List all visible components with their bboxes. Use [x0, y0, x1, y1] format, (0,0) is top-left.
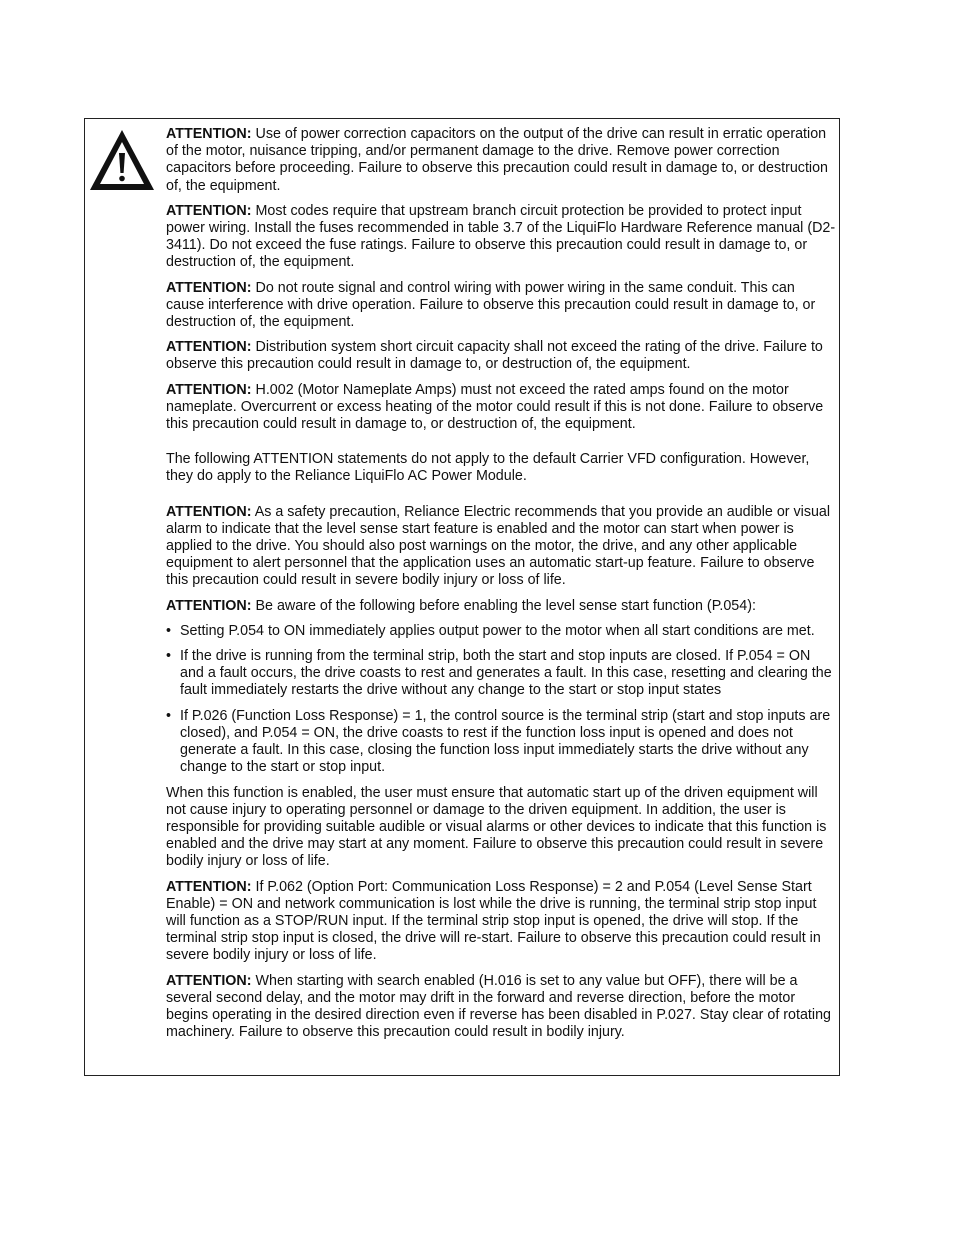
bullet-marker: •: [166, 622, 172, 639]
bullet-text: If the drive is running from the terminal strip, both the start and stop inputs are closed. If P.054 = ON and a fault occurs, the drive coasts to rest and generates a fault. In this case, resetting and clearing the fault immediately restarts the drive without any change to the start or stop input states: [180, 648, 832, 699]
attention-text: As a safety precaution, Reliance Electric recommends that you provide an audible or visual alarm to indicate that the level sense start feature is enabled and the motor can start when power is applied to the drive. You should also post warnings on the motor, the drive, and any other applicable equipment to alert personnel that the application uses an automatic start-up feature. Failure to observe this precaution could result in severe bodily injury or loss of life.: [166, 503, 831, 589]
attention-text: Distribution system short circuit capacity shall not exceed the rating of the drive. Failure to observe this precaution could result in damage to, or destruction of, the equipment.: [166, 339, 823, 373]
attention-label: ATTENTION:: [166, 339, 252, 356]
attention-label: ATTENTION:: [166, 202, 252, 219]
attention-search: [166, 973, 836, 1042]
bullet-marker: •: [166, 648, 172, 665]
attention-text: H.002 (Motor Nameplate Amps) must not exceed the rated amps found on the motor nameplate. Overcurrent or excess heating of the motor could result if this is not done. Failure to observe this precaution could result in damage to, or destruction of, the equipment.: [166, 381, 824, 433]
bullet-item: [166, 648, 836, 700]
bullet-item: [166, 623, 836, 640]
attention-level-sense: [166, 598, 836, 615]
attention-text: Do not route signal and control wiring with power wiring in the same conduit. This can cause interference with drive operation. Failure to observe this precaution could result in damage to, or destruction of, the equipment.: [166, 279, 816, 331]
bullet-marker: •: [166, 707, 172, 724]
exclamation-triangle-icon: [87, 126, 157, 194]
bullet-text: Setting P.054 to ON immediately applies output power to the motor when all start conditions are met.: [180, 622, 815, 639]
attention-content: [166, 126, 836, 1049]
bullet-item: [166, 708, 836, 777]
attention-label: ATTENTION:: [166, 972, 252, 989]
attention-text: If P.062 (Option Port: Communication Loss Response) = 2 and P.054 (Level Sense Start Enable) = ON and network communication is lost while the drive is running, the terminal strip stop input will function as a STOP/RUN input. If the terminal strip stop input is opened, the drive will stop. If the terminal strip stop input is closed, the drive will re-start. Failure to observe this precaution could result in severe bodily injury or loss of life.: [166, 878, 821, 964]
attention-text: Use of power correction capacitors on the output of the drive can result in erratic operation of the motor, nuisance tripping, and/or permanent damage to the drive. Remove power correction capacitors before proceeding. Failure to observe this precaution could result in damage to, or destruction of, the equipment.: [166, 126, 828, 194]
attention-label: ATTENTION:: [166, 126, 252, 142]
attention-label: ATTENTION:: [166, 381, 252, 398]
attention-branch-protection: [166, 203, 836, 272]
attention-label: ATTENTION:: [166, 878, 252, 895]
function-enabled-note: When this function is enabled, the user must ensure that automatic start up of the driven equipment will not cause injury to operating personnel or damage to the driven equipment. In addition, the user is responsible for providing suitable audible or visual alarms or other devices to indicate that this function is enabled and the drive may start at any moment. Failure to observe this precaution could result in severe bodily injury or loss of life.: [166, 784, 827, 870]
attention-capacitors: [166, 126, 836, 195]
attention-short-circuit: [166, 339, 836, 373]
attention-label: ATTENTION:: [166, 503, 252, 520]
attention-label: ATTENTION:: [166, 279, 252, 296]
intro-note: The following ATTENTION statements do not apply to the default Carrier VFD configuration. However, they do apply to the Reliance LiquiFlo AC Power Module.: [166, 451, 810, 485]
attention-text: When starting with search enabled (H.016 is set to any value but OFF), there will be a several second delay, and the motor may drift in the forward and reverse direction, before the motor begins operating in the desired direction even if reverse has been disabled in P.027. Stay clear of rotating machinery. Failure to observe this precaution could result in bodily injury.: [166, 972, 831, 1041]
attention-label: ATTENTION:: [166, 597, 252, 614]
attention-nameplate-amps: [166, 382, 836, 434]
attention-text: Be aware of the following before enabling the level sense start function (P.054):: [255, 597, 756, 614]
attention-wiring: [166, 280, 836, 332]
attention-text: Most codes require that upstream branch circuit protection be provided to protect input power wiring. Install the fuses recommended in table 3.7 of the LiquiFlo Hardware Reference manual (D2-3411). Do not exceed the fuse ratings. Failure to observe this precaution could result in damage to, or destruction of, the equipment.: [166, 202, 836, 271]
attention-comm-loss: [166, 879, 836, 965]
attention-alarm: [166, 504, 836, 590]
bullet-text: If P.026 (Function Loss Response) = 1, the control source is the terminal strip (start and stop inputs are closed), and P.054 = ON, the drive coasts to rest if the function loss input is opened and does not generate a fault. In this case, closing the function loss input immediately starts the drive without any change to the start or stop input.: [180, 707, 831, 776]
